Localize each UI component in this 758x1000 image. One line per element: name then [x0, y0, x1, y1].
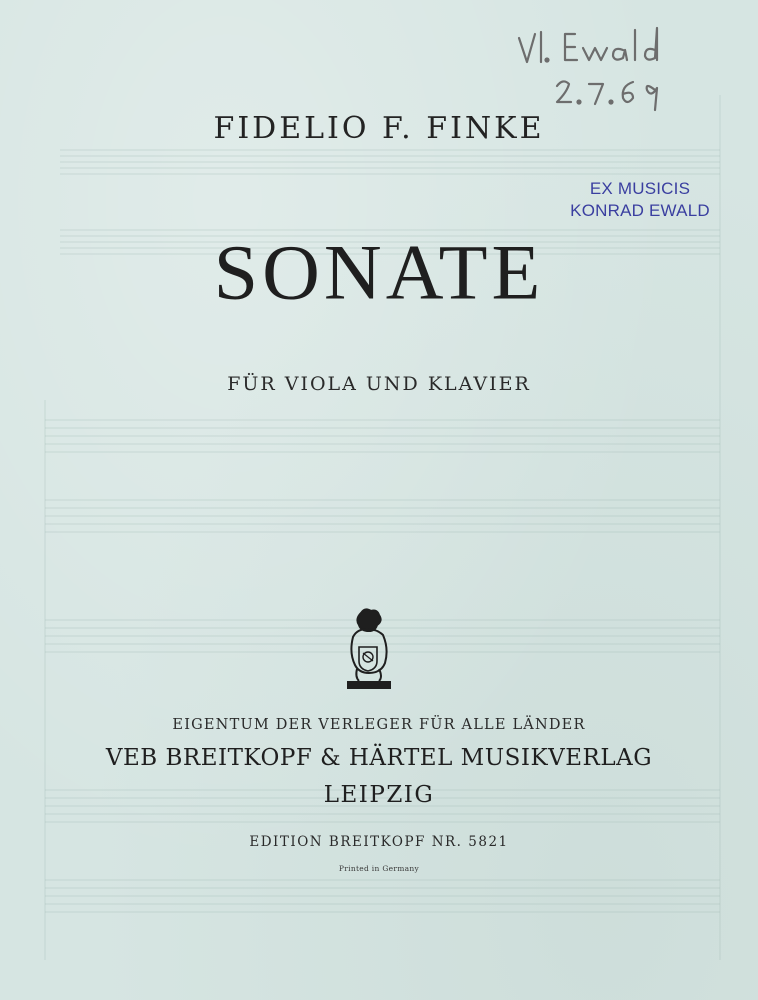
- stamp-line-2: KONRAD EWALD: [570, 201, 710, 220]
- instrumentation-subtitle: FÜR VIOLA UND KLAVIER: [227, 373, 531, 395]
- publisher-city: LEIPZIG: [323, 782, 435, 808]
- composer-name: FIDELIO F. FINKE: [213, 111, 545, 146]
- handwritten-annotation: [505, 20, 705, 120]
- ownership-stamp: [560, 178, 720, 222]
- edition-number: EDITION BREITKOPF NR. 5821: [249, 834, 509, 850]
- stamp-line-1: EX MUSICIS: [589, 179, 691, 198]
- publisher-emblem-icon: [339, 607, 397, 691]
- rights-notice: EIGENTUM DER VERLEGER FÜR ALLE LÄNDER: [172, 717, 586, 733]
- publisher-name: VEB BREITKOPF & HÄRTEL MUSIKVERLAG: [105, 745, 653, 771]
- printed-in-notice: Printed in Germany: [338, 864, 420, 873]
- work-title: SONATE: [213, 229, 545, 317]
